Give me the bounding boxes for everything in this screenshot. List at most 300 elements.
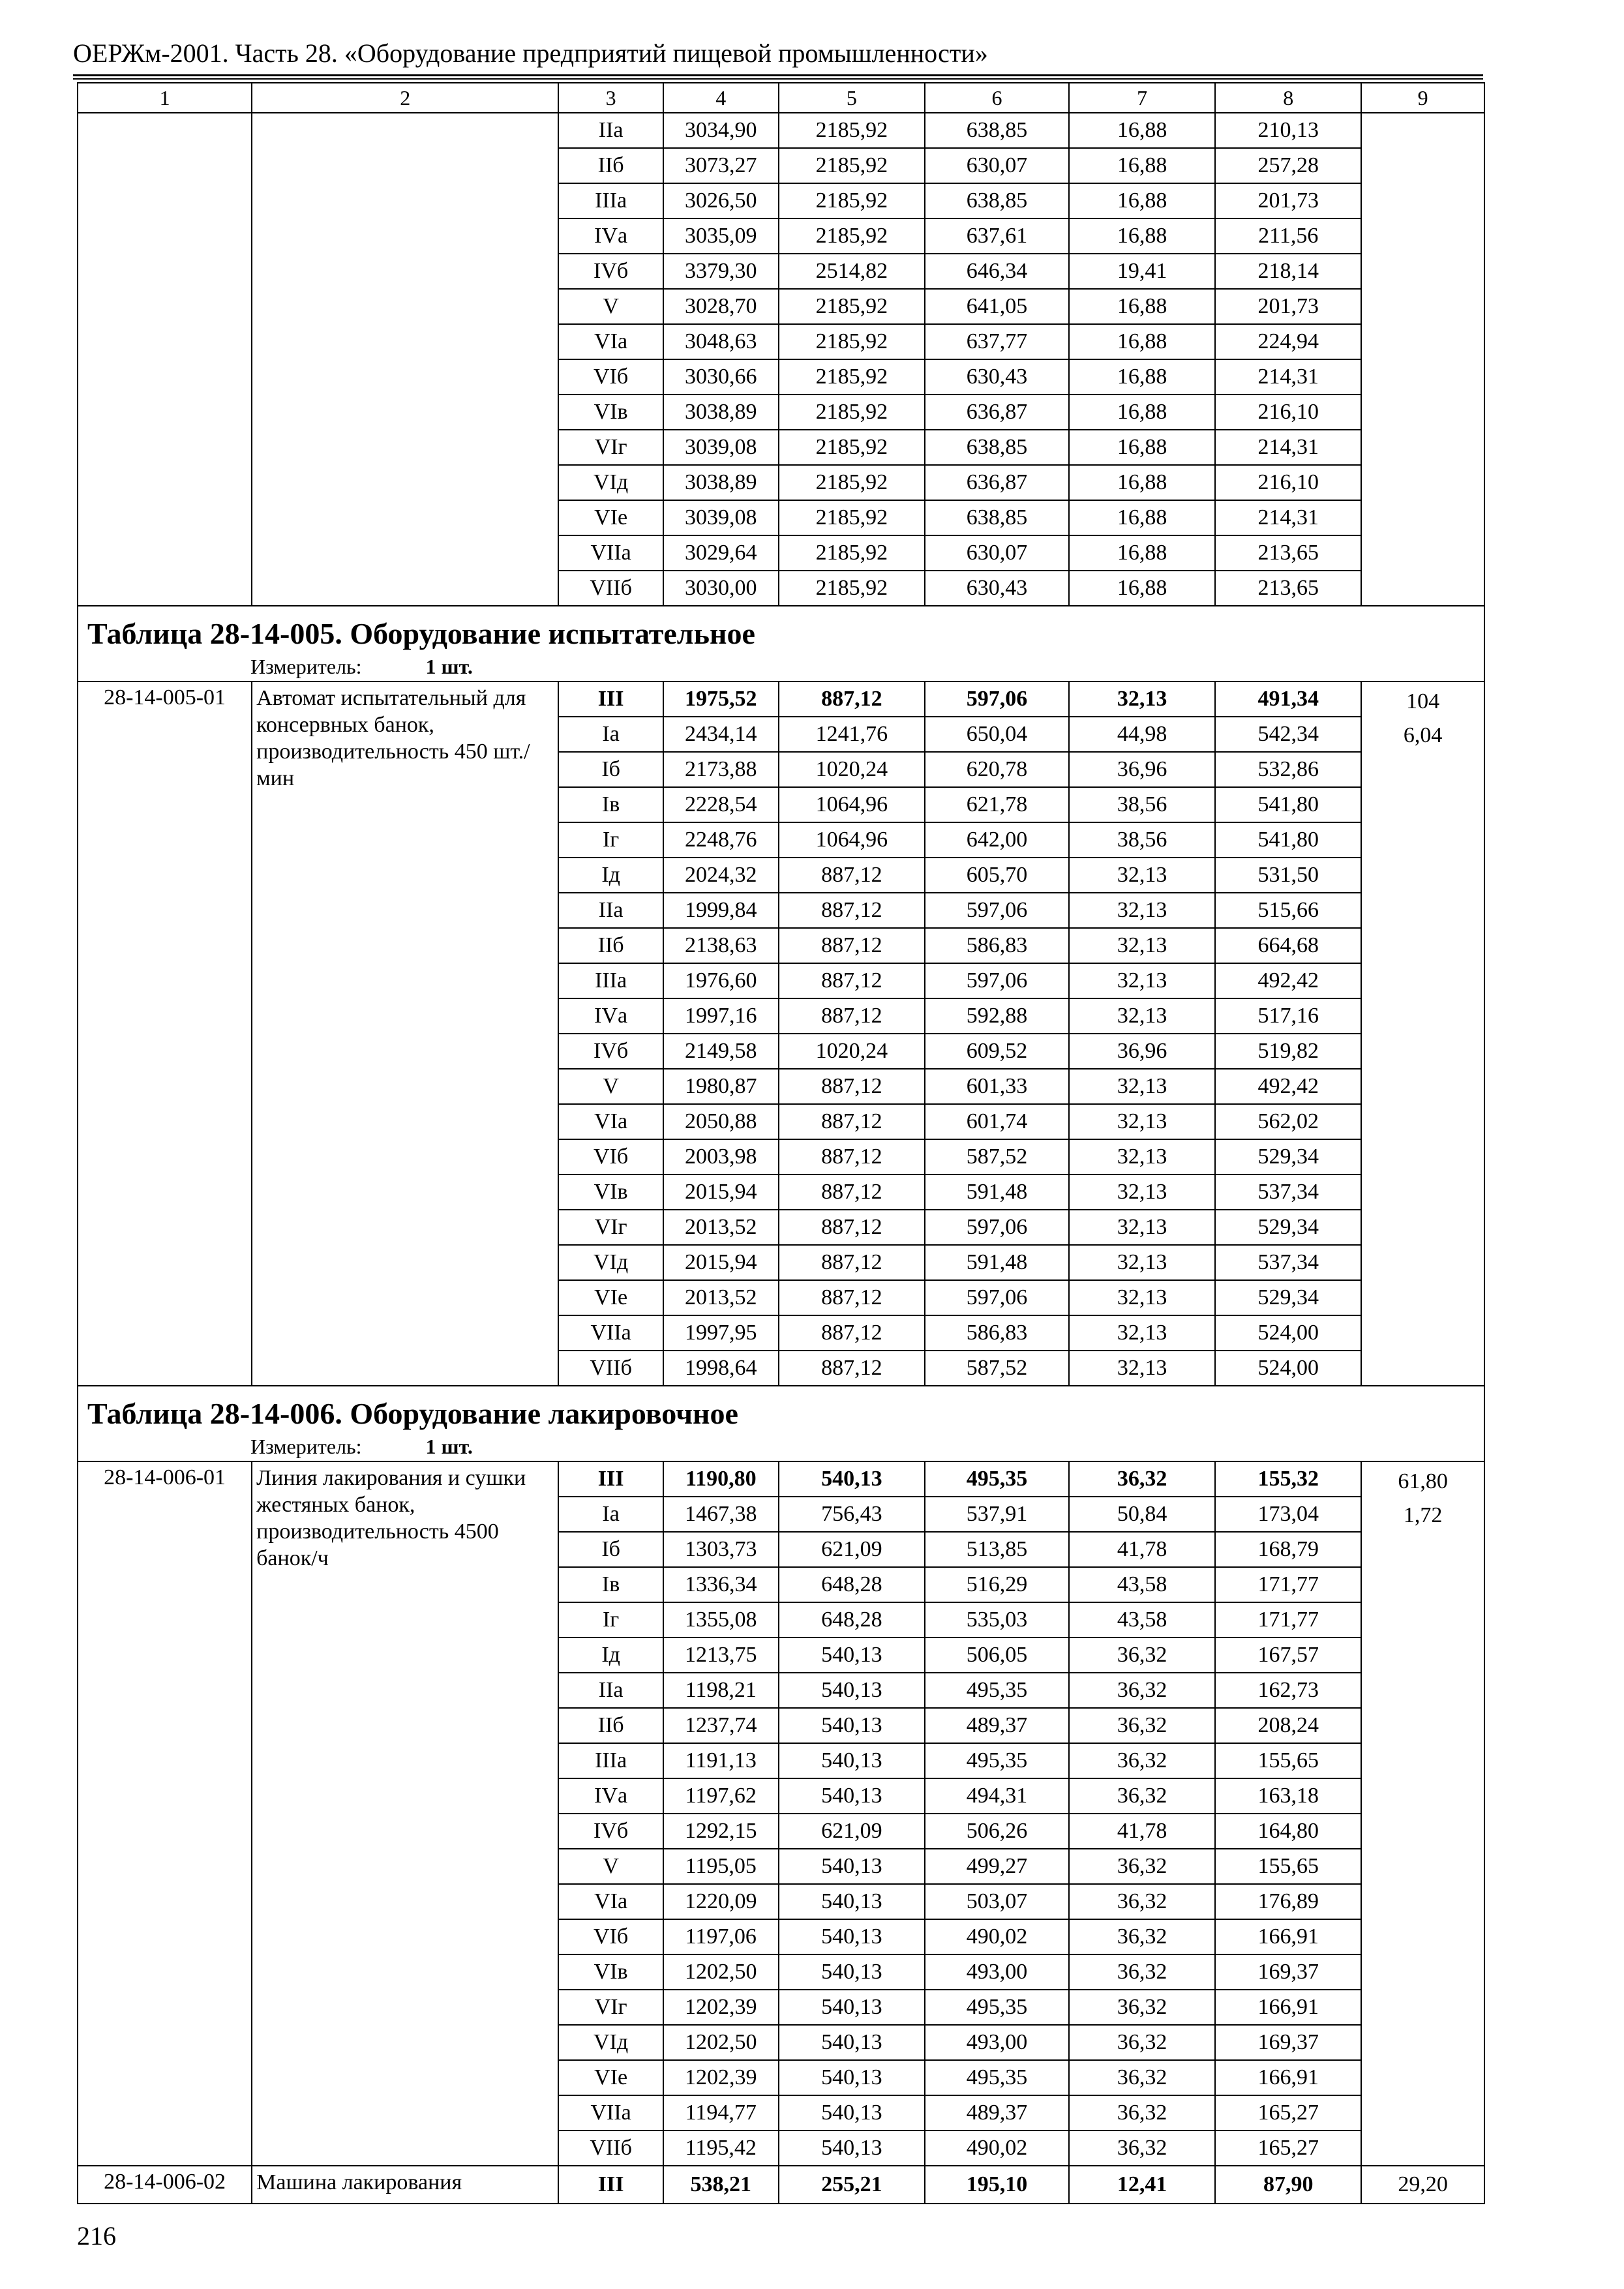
materials-cell: 216,10 <box>1215 465 1361 500</box>
name-cell <box>252 113 558 606</box>
wages-cell: 255,21 <box>779 2166 925 2204</box>
materials-cell: 529,34 <box>1215 1139 1361 1174</box>
materials-cell: 213,65 <box>1215 535 1361 571</box>
wages-cell: 540,13 <box>779 1884 925 1919</box>
materials-cell: 257,28 <box>1215 148 1361 183</box>
materials-cell: 218,14 <box>1215 254 1361 289</box>
direct-cost-cell: 3030,00 <box>663 571 779 606</box>
wages-cell: 2185,92 <box>779 183 925 218</box>
wages-cell: 887,12 <box>779 1245 925 1280</box>
driver-wages-cell: 16,88 <box>1069 465 1215 500</box>
direct-cost-cell: 2024,32 <box>663 858 779 893</box>
driver-wages-cell: 32,13 <box>1069 1069 1215 1104</box>
driver-wages-cell: 16,88 <box>1069 535 1215 571</box>
driver-wages-cell: 36,96 <box>1069 1034 1215 1069</box>
materials-cell: 541,80 <box>1215 787 1361 822</box>
driver-wages-cell: 50,84 <box>1069 1497 1215 1532</box>
machine-cost-cell: 587,52 <box>925 1351 1069 1386</box>
machine-cost-cell: 620,78 <box>925 752 1069 787</box>
driver-wages-cell: 36,32 <box>1069 2025 1215 2060</box>
materials-cell: 155,65 <box>1215 1849 1361 1884</box>
section-title: Таблица 28-14-006. Оборудование лакировочное <box>78 1386 1484 1432</box>
measure-label: Измеритель: <box>250 655 362 678</box>
measure-label: Измеритель: <box>250 1435 362 1458</box>
code-cell: 28-14-006-01 <box>78 1461 252 2166</box>
machine-cost-cell: 489,37 <box>925 1708 1069 1743</box>
wages-cell: 540,13 <box>779 1743 925 1778</box>
zone-cell: VIд <box>558 465 663 500</box>
driver-wages-cell: 16,88 <box>1069 430 1215 465</box>
column-number: 8 <box>1215 83 1361 113</box>
column-number: 9 <box>1361 83 1484 113</box>
direct-cost-cell: 1195,05 <box>663 1849 779 1884</box>
driver-wages-cell: 36,32 <box>1069 1673 1215 1708</box>
materials-cell: 492,42 <box>1215 1069 1361 1104</box>
wages-cell: 887,12 <box>779 858 925 893</box>
materials-cell: 173,04 <box>1215 1497 1361 1532</box>
direct-cost-cell: 3379,30 <box>663 254 779 289</box>
zone-cell: Iв <box>558 1567 663 1602</box>
direct-cost-cell: 2050,88 <box>663 1104 779 1139</box>
materials-cell: 201,73 <box>1215 289 1361 324</box>
zone-cell: Iа <box>558 1497 663 1532</box>
materials-cell: 176,89 <box>1215 1884 1361 1919</box>
direct-cost-cell: 1190,80 <box>663 1461 779 1497</box>
wages-cell: 540,13 <box>779 2060 925 2095</box>
wages-cell: 2185,92 <box>779 218 925 254</box>
measure-value: 1 шт. <box>425 655 473 678</box>
driver-wages-cell: 36,32 <box>1069 1743 1215 1778</box>
wages-cell: 540,13 <box>779 2131 925 2166</box>
zone-cell: IIа <box>558 1673 663 1708</box>
wage-value: 104 <box>1406 689 1440 713</box>
zone-cell: IIIа <box>558 963 663 998</box>
machine-cost-cell: 586,83 <box>925 1315 1069 1351</box>
zone-cell: Iг <box>558 1602 663 1638</box>
wages-cell: 540,13 <box>779 2095 925 2131</box>
driver-wages-cell: 32,13 <box>1069 1104 1215 1139</box>
machine-cost-cell: 636,87 <box>925 395 1069 430</box>
zone-cell: VIа <box>558 324 663 359</box>
machine-cost-cell: 516,29 <box>925 1567 1069 1602</box>
wages-cell: 2185,92 <box>779 324 925 359</box>
machine-cost-cell: 586,83 <box>925 928 1069 963</box>
zone-cell: V <box>558 1069 663 1104</box>
driver-wages-cell: 41,78 <box>1069 1532 1215 1567</box>
driver-wages-cell: 16,88 <box>1069 500 1215 535</box>
machine-cost-cell: 535,03 <box>925 1602 1069 1638</box>
zone-cell: VIг <box>558 1210 663 1245</box>
machine-cost-cell: 601,74 <box>925 1104 1069 1139</box>
driver-wages-cell: 32,13 <box>1069 1351 1215 1386</box>
driver-wages-cell: 32,13 <box>1069 998 1215 1034</box>
direct-cost-cell: 3029,64 <box>663 535 779 571</box>
zone-cell: VIг <box>558 1990 663 2025</box>
column-number: 3 <box>558 83 663 113</box>
materials-cell: 165,27 <box>1215 2095 1361 2131</box>
driver-wages-cell: 38,56 <box>1069 822 1215 858</box>
column-number: 7 <box>1069 83 1215 113</box>
machine-cost-cell: 495,35 <box>925 1743 1069 1778</box>
column-number: 5 <box>779 83 925 113</box>
zone-cell: VIд <box>558 2025 663 2060</box>
direct-cost-cell: 1213,75 <box>663 1638 779 1673</box>
direct-cost-cell: 2228,54 <box>663 787 779 822</box>
zone-cell: III <box>558 2166 663 2204</box>
materials-cell: 214,31 <box>1215 430 1361 465</box>
zone-cell: IIа <box>558 113 663 148</box>
machine-cost-cell: 195,10 <box>925 2166 1069 2204</box>
wages-cell: 621,09 <box>779 1532 925 1567</box>
zone-cell: VIв <box>558 1174 663 1210</box>
wages-cell: 540,13 <box>779 1673 925 1708</box>
materials-cell: 519,82 <box>1215 1034 1361 1069</box>
direct-cost-cell: 2248,76 <box>663 822 779 858</box>
measure-row <box>78 652 1484 681</box>
materials-cell: 492,42 <box>1215 963 1361 998</box>
wages-cell: 887,12 <box>779 893 925 928</box>
driver-wages-cell: 16,88 <box>1069 148 1215 183</box>
price-table <box>77 82 1485 2204</box>
direct-cost-cell: 1197,62 <box>663 1778 779 1814</box>
wages-cell: 2185,92 <box>779 571 925 606</box>
wages-cell: 2185,92 <box>779 289 925 324</box>
column-number-row <box>78 83 1484 113</box>
zone-cell: VIе <box>558 1280 663 1315</box>
zone-cell: VIб <box>558 359 663 395</box>
direct-cost-cell: 1975,52 <box>663 681 779 717</box>
zone-cell: IIа <box>558 893 663 928</box>
materials-cell: 171,77 <box>1215 1567 1361 1602</box>
driver-wages-cell: 36,32 <box>1069 2131 1215 2166</box>
name-cell: Линия лакирования и сушки жестяных банок, производительность 4500 банок/ч <box>252 1461 558 2166</box>
zone-cell: IIб <box>558 148 663 183</box>
zone-cell: VIе <box>558 500 663 535</box>
wages-cell: 1064,96 <box>779 822 925 858</box>
direct-cost-cell: 3034,90 <box>663 113 779 148</box>
machine-cost-cell: 591,48 <box>925 1174 1069 1210</box>
machine-cost-cell: 637,61 <box>925 218 1069 254</box>
zone-cell: IIIа <box>558 183 663 218</box>
wages-cell: 1020,24 <box>779 1034 925 1069</box>
driver-wages-cell: 16,88 <box>1069 359 1215 395</box>
driver-wages-cell: 32,13 <box>1069 1315 1215 1351</box>
zone-cell: VIа <box>558 1104 663 1139</box>
machine-cost-cell: 621,78 <box>925 787 1069 822</box>
driver-wages-cell: 43,58 <box>1069 1602 1215 1638</box>
machine-cost-cell: 597,06 <box>925 893 1069 928</box>
materials-cell: 163,18 <box>1215 1778 1361 1814</box>
machine-cost-cell: 630,07 <box>925 535 1069 571</box>
zone-cell: VIв <box>558 1954 663 1990</box>
direct-cost-cell: 2015,94 <box>663 1245 779 1280</box>
direct-cost-cell: 1980,87 <box>663 1069 779 1104</box>
machine-cost-cell: 495,35 <box>925 1673 1069 1708</box>
machine-cost-cell: 490,02 <box>925 1919 1069 1954</box>
materials-cell: 524,00 <box>1215 1315 1361 1351</box>
materials-cell: 515,66 <box>1215 893 1361 928</box>
zone-cell: VIIа <box>558 1315 663 1351</box>
column-number: 1 <box>78 83 252 113</box>
direct-cost-cell: 2138,63 <box>663 928 779 963</box>
zone-cell: IVа <box>558 1778 663 1814</box>
direct-cost-cell: 2013,52 <box>663 1210 779 1245</box>
header-rule-thin <box>73 78 1483 80</box>
machine-cost-cell: 587,52 <box>925 1139 1069 1174</box>
machine-cost-cell: 650,04 <box>925 717 1069 752</box>
direct-cost-cell: 3035,09 <box>663 218 779 254</box>
wages-cell: 2185,92 <box>779 500 925 535</box>
direct-cost-cell: 3039,08 <box>663 430 779 465</box>
wages-cell: 540,13 <box>779 1461 925 1497</box>
machine-cost-cell: 537,91 <box>925 1497 1069 1532</box>
wages-cell: 887,12 <box>779 998 925 1034</box>
zone-cell: Iб <box>558 1532 663 1567</box>
wages-cell: 756,43 <box>779 1497 925 1532</box>
materials-cell: 537,34 <box>1215 1174 1361 1210</box>
materials-cell: 214,31 <box>1215 500 1361 535</box>
zone-cell: VIд <box>558 1245 663 1280</box>
zone-cell: III <box>558 1461 663 1497</box>
machine-cost-cell: 646,34 <box>925 254 1069 289</box>
direct-cost-cell: 1195,42 <box>663 2131 779 2166</box>
driver-wages-cell: 43,58 <box>1069 1567 1215 1602</box>
section-title-row <box>78 606 1484 652</box>
wages-cell: 540,13 <box>779 1778 925 1814</box>
zone-cell: VIIб <box>558 571 663 606</box>
page-header: ОЕРЖм-2001. Часть 28. «Оборудование предприятий пищевой промышленности» <box>73 38 988 68</box>
machine-cost-cell: 592,88 <box>925 998 1069 1034</box>
zone-cell: IVб <box>558 1814 663 1849</box>
driver-wages-cell: 36,32 <box>1069 1849 1215 1884</box>
machine-cost-cell: 638,85 <box>925 113 1069 148</box>
wages-cell: 2185,92 <box>779 148 925 183</box>
direct-cost-cell: 1202,39 <box>663 2060 779 2095</box>
direct-cost-cell: 1999,84 <box>663 893 779 928</box>
wages-cell: 540,13 <box>779 2025 925 2060</box>
driver-wages-cell: 36,96 <box>1069 752 1215 787</box>
wages-cell: 2185,92 <box>779 535 925 571</box>
machine-cost-cell: 499,27 <box>925 1849 1069 1884</box>
name-cell: Машина лакирования <box>252 2166 558 2204</box>
driver-wages-cell: 36,32 <box>1069 1990 1215 2025</box>
wages-cell: 540,13 <box>779 1990 925 2025</box>
driver-wages-cell: 16,88 <box>1069 324 1215 359</box>
page-number: 216 <box>77 2221 116 2251</box>
machine-cost-cell: 506,05 <box>925 1638 1069 1673</box>
direct-cost-cell: 2173,88 <box>663 752 779 787</box>
zone-cell: VIе <box>558 2060 663 2095</box>
zone-cell: IIIа <box>558 1743 663 1778</box>
materials-cell: 169,37 <box>1215 1954 1361 1990</box>
wage-grade: 6,04 <box>1403 723 1443 747</box>
section-title-row <box>78 1386 1484 1432</box>
machine-cost-cell: 597,06 <box>925 1280 1069 1315</box>
zone-cell: VIб <box>558 1139 663 1174</box>
direct-cost-cell: 1292,15 <box>663 1814 779 1849</box>
wages-cell: 540,13 <box>779 1919 925 1954</box>
machine-cost-cell: 493,00 <box>925 2025 1069 2060</box>
machine-cost-cell: 609,52 <box>925 1034 1069 1069</box>
wage-cell <box>1361 1461 1484 2166</box>
driver-wages-cell: 16,88 <box>1069 183 1215 218</box>
materials-cell: 213,65 <box>1215 571 1361 606</box>
zone-cell: Iг <box>558 822 663 858</box>
driver-wages-cell: 36,32 <box>1069 2095 1215 2131</box>
measure-row <box>78 1432 1484 1461</box>
wages-cell: 540,13 <box>779 1708 925 1743</box>
driver-wages-cell: 32,13 <box>1069 1280 1215 1315</box>
driver-wages-cell: 36,32 <box>1069 2060 1215 2095</box>
wages-cell: 2185,92 <box>779 465 925 500</box>
materials-cell: 171,77 <box>1215 1602 1361 1638</box>
materials-cell: 562,02 <box>1215 1104 1361 1139</box>
code-cell <box>78 113 252 606</box>
section-title: Таблица 28-14-005. Оборудование испытательное <box>78 606 1484 652</box>
direct-cost-cell: 3039,08 <box>663 500 779 535</box>
machine-cost-cell: 597,06 <box>925 681 1069 717</box>
materials-cell: 162,73 <box>1215 1673 1361 1708</box>
driver-wages-cell: 36,32 <box>1069 1919 1215 1954</box>
materials-cell: 87,90 <box>1215 2166 1361 2204</box>
direct-cost-cell: 538,21 <box>663 2166 779 2204</box>
table-row <box>78 2166 1484 2204</box>
wages-cell: 887,12 <box>779 1174 925 1210</box>
machine-cost-cell: 506,26 <box>925 1814 1069 1849</box>
driver-wages-cell: 16,88 <box>1069 571 1215 606</box>
column-number: 6 <box>925 83 1069 113</box>
driver-wages-cell: 16,88 <box>1069 289 1215 324</box>
materials-cell: 529,34 <box>1215 1280 1361 1315</box>
materials-cell: 224,94 <box>1215 324 1361 359</box>
direct-cost-cell: 1303,73 <box>663 1532 779 1567</box>
driver-wages-cell: 41,78 <box>1069 1814 1215 1849</box>
materials-cell: 169,37 <box>1215 2025 1361 2060</box>
zone-cell: IIб <box>558 1708 663 1743</box>
materials-cell: 214,31 <box>1215 359 1361 395</box>
materials-cell: 542,34 <box>1215 717 1361 752</box>
zone-cell: Iд <box>558 1638 663 1673</box>
machine-cost-cell: 630,07 <box>925 148 1069 183</box>
materials-cell: 216,10 <box>1215 395 1361 430</box>
direct-cost-cell: 1191,13 <box>663 1743 779 1778</box>
machine-cost-cell: 638,85 <box>925 430 1069 465</box>
direct-cost-cell: 1237,74 <box>663 1708 779 1743</box>
driver-wages-cell: 16,88 <box>1069 395 1215 430</box>
machine-cost-cell: 641,05 <box>925 289 1069 324</box>
direct-cost-cell: 3026,50 <box>663 183 779 218</box>
wages-cell: 621,09 <box>779 1814 925 1849</box>
zone-cell: IVб <box>558 254 663 289</box>
direct-cost-cell: 2003,98 <box>663 1139 779 1174</box>
direct-cost-cell: 3038,89 <box>663 465 779 500</box>
direct-cost-cell: 1355,08 <box>663 1602 779 1638</box>
machine-cost-cell: 490,02 <box>925 2131 1069 2166</box>
machine-cost-cell: 630,43 <box>925 359 1069 395</box>
zone-cell: III <box>558 681 663 717</box>
name-cell: Автомат испытательный для консервных банок, производительность 450 шт./мин <box>252 681 558 1386</box>
materials-cell: 211,56 <box>1215 218 1361 254</box>
driver-wages-cell: 32,13 <box>1069 681 1215 717</box>
zone-cell: Iб <box>558 752 663 787</box>
direct-cost-cell: 2149,58 <box>663 1034 779 1069</box>
column-number: 4 <box>663 83 779 113</box>
zone-cell: VIг <box>558 430 663 465</box>
wages-cell: 887,12 <box>779 963 925 998</box>
measure-value: 1 шт. <box>425 1435 473 1458</box>
zone-cell: VIб <box>558 1919 663 1954</box>
wages-cell: 648,28 <box>779 1567 925 1602</box>
code-cell: 28-14-005-01 <box>78 681 252 1386</box>
wages-cell: 887,12 <box>779 1280 925 1315</box>
materials-cell: 208,24 <box>1215 1708 1361 1743</box>
direct-cost-cell: 3028,70 <box>663 289 779 324</box>
direct-cost-cell: 3038,89 <box>663 395 779 430</box>
wages-cell: 887,12 <box>779 681 925 717</box>
direct-cost-cell: 1997,16 <box>663 998 779 1034</box>
machine-cost-cell: 637,77 <box>925 324 1069 359</box>
zone-cell: Iв <box>558 787 663 822</box>
machine-cost-cell: 630,43 <box>925 571 1069 606</box>
materials-cell: 168,79 <box>1215 1532 1361 1567</box>
wages-cell: 540,13 <box>779 1849 925 1884</box>
direct-cost-cell: 1202,50 <box>663 2025 779 2060</box>
table-row <box>78 1461 1484 1497</box>
direct-cost-cell: 1998,64 <box>663 1351 779 1386</box>
driver-wages-cell: 19,41 <box>1069 254 1215 289</box>
machine-cost-cell: 495,35 <box>925 1990 1069 2025</box>
machine-cost-cell: 503,07 <box>925 1884 1069 1919</box>
zone-cell: VIIб <box>558 1351 663 1386</box>
zone-cell: V <box>558 1849 663 1884</box>
materials-cell: 491,34 <box>1215 681 1361 717</box>
zone-cell: VIIа <box>558 2095 663 2131</box>
driver-wages-cell: 32,13 <box>1069 1210 1215 1245</box>
zone-cell: VIIа <box>558 535 663 571</box>
direct-cost-cell: 1202,50 <box>663 1954 779 1990</box>
direct-cost-cell: 3030,66 <box>663 359 779 395</box>
machine-cost-cell: 638,85 <box>925 500 1069 535</box>
wages-cell: 2185,92 <box>779 113 925 148</box>
machine-cost-cell: 597,06 <box>925 963 1069 998</box>
materials-cell: 517,16 <box>1215 998 1361 1034</box>
materials-cell: 164,80 <box>1215 1814 1361 1849</box>
materials-cell: 537,34 <box>1215 1245 1361 1280</box>
driver-wages-cell: 36,32 <box>1069 1638 1215 1673</box>
machine-cost-cell: 495,35 <box>925 2060 1069 2095</box>
wages-cell: 887,12 <box>779 1210 925 1245</box>
materials-cell: 524,00 <box>1215 1351 1361 1386</box>
zone-cell: IVб <box>558 1034 663 1069</box>
machine-cost-cell: 642,00 <box>925 822 1069 858</box>
materials-cell: 155,65 <box>1215 1743 1361 1778</box>
wages-cell: 1064,96 <box>779 787 925 822</box>
wage-cell <box>1361 113 1484 606</box>
materials-cell: 531,50 <box>1215 858 1361 893</box>
direct-cost-cell: 3048,63 <box>663 324 779 359</box>
direct-cost-cell: 1198,21 <box>663 1673 779 1708</box>
machine-cost-cell: 601,33 <box>925 1069 1069 1104</box>
direct-cost-cell: 1467,38 <box>663 1497 779 1532</box>
driver-wages-cell: 36,32 <box>1069 1954 1215 1990</box>
direct-cost-cell: 1997,95 <box>663 1315 779 1351</box>
machine-cost-cell: 494,31 <box>925 1778 1069 1814</box>
driver-wages-cell: 36,32 <box>1069 1461 1215 1497</box>
driver-wages-cell: 32,13 <box>1069 1174 1215 1210</box>
driver-wages-cell: 36,32 <box>1069 1708 1215 1743</box>
table-row <box>78 681 1484 717</box>
wage-cell: 29,20 <box>1361 2166 1484 2204</box>
